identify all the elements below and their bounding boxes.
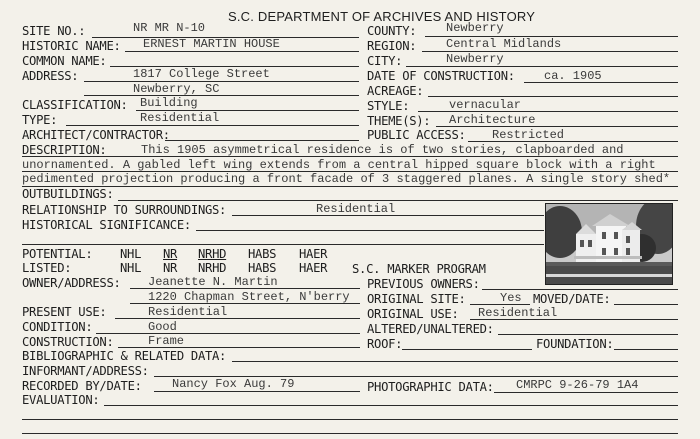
classification-label: CLASSIFICATION:: [22, 98, 128, 112]
address-label: ADDRESS:: [22, 69, 79, 83]
county-label: COUNTY:: [367, 24, 417, 38]
condition-label: CONDITION:: [22, 320, 93, 334]
construction-label: CONSTRUCTION:: [22, 335, 114, 349]
architect-label: ARCHITECT/CONTRACTOR:: [22, 128, 170, 142]
owner-rule1: [130, 288, 360, 289]
original-site-label: ORIGINAL SITE:: [367, 292, 466, 306]
architect-line: [165, 140, 359, 141]
listed-habs: HABS: [248, 261, 277, 275]
present-use-label: PRESENT USE:: [22, 305, 107, 319]
style-label: STYLE:: [367, 99, 410, 113]
address-line2: Newberry, SC: [133, 82, 220, 96]
date-line: [524, 82, 678, 83]
foundation-label: FOUNDATION:: [536, 337, 614, 351]
outbuildings-line: [118, 200, 678, 201]
present-use-value: Residential: [148, 305, 228, 319]
marker-program-label: S.C. MARKER PROGRAM: [352, 262, 486, 276]
style-line: [418, 111, 678, 112]
historic-name-label: HISTORIC NAME:: [22, 39, 121, 53]
potential-habs: HABS: [248, 247, 277, 261]
historic-name-line: [125, 51, 359, 52]
county-value: Newberry: [446, 21, 504, 35]
city-label: CITY:: [367, 54, 403, 68]
acreage-line: [428, 96, 678, 97]
owner-line1: Jeanette N. Martin: [148, 275, 278, 289]
roof-label: ROOF:: [367, 337, 403, 351]
construction-value: Frame: [148, 334, 185, 348]
site-no-label: SITE NO.:: [22, 24, 86, 38]
house-photo-image: [546, 204, 672, 284]
date-label: DATE OF CONSTRUCTION:: [367, 69, 515, 83]
city-line: [406, 66, 678, 67]
house-photo: [545, 203, 673, 285]
address-line2-rule: [84, 95, 359, 96]
recorded-line: [154, 391, 360, 392]
themes-value: Architecture: [449, 113, 536, 127]
altered-line: [498, 334, 678, 335]
altered-label: ALTERED/UNALTERED:: [367, 322, 494, 336]
moved-label: MOVED/DATE:: [533, 292, 611, 306]
potential-haer: HAER: [299, 247, 328, 261]
type-line: [66, 125, 359, 126]
potential-label: POTENTIAL:: [22, 247, 93, 261]
style-value: vernacular: [449, 98, 522, 112]
themes-label: THEME(S):: [367, 114, 431, 128]
address-line1: 1817 College Street: [133, 67, 270, 81]
bibliographic-label: BIBLIOGRAPHIC & RELATED DATA:: [22, 349, 227, 363]
recorded-label: RECORDED BY/DATE:: [22, 379, 142, 393]
photographic-label: PHOTOGRAPHIC DATA:: [367, 380, 494, 394]
owner-line2: 1220 Chapman Street, N'berry: [148, 290, 350, 304]
description-rule3: [22, 186, 678, 187]
common-name-label: COMMON NAME:: [22, 54, 107, 68]
construction-line: [118, 347, 360, 348]
listed-haer: HAER: [299, 261, 328, 275]
photographic-value: CMRPC 9-26-79 1A4: [516, 378, 639, 392]
evaluation-line3: [22, 433, 678, 434]
photographic-line: [494, 392, 678, 393]
access-label: PUBLIC ACCESS:: [367, 128, 466, 142]
owner-label: OWNER/ADDRESS:: [22, 276, 121, 290]
significance-line2: [22, 244, 544, 245]
potential-nhl: NHL: [120, 247, 142, 261]
outbuildings-label: OUTBUILDINGS:: [22, 187, 114, 201]
relationship-line: [232, 215, 544, 216]
description-label: DESCRIPTION:: [22, 143, 107, 157]
description-line1: This 1905 asymmetrical residence is of two stories, clapboarded and: [141, 143, 624, 157]
original-use-label: ORIGINAL USE:: [367, 307, 459, 321]
access-line: [468, 141, 678, 142]
informant-label: INFORMANT/ADDRESS:: [22, 364, 149, 378]
significance-line: [196, 230, 544, 231]
listed-nhl: NHL: [120, 261, 142, 275]
previous-owners-line: [482, 289, 678, 290]
recorded-value: Nancy Fox Aug. 79: [172, 377, 295, 391]
original-site-value: Yes: [500, 291, 522, 305]
historic-name-value: ERNEST MARTIN HOUSE: [143, 37, 280, 51]
present-use-line: [115, 318, 360, 319]
type-label: TYPE:: [22, 113, 58, 127]
agency-header: S.C. DEPARTMENT OF ARCHIVES AND HISTORY: [228, 9, 536, 24]
city-value: Newberry: [446, 52, 504, 66]
previous-owners-label: PREVIOUS OWNERS:: [367, 277, 480, 291]
themes-line: [436, 126, 678, 127]
address-line-rule: [84, 81, 359, 82]
description-line2: unornamented. A gabled left wing extends from a central hipped square block with a right: [22, 158, 656, 172]
significance-label: HISTORICAL SIGNIFICANCE:: [22, 218, 191, 232]
evaluation-label: EVALUATION:: [22, 393, 100, 407]
bibliographic-line: [232, 361, 678, 362]
evaluation-line2: [22, 419, 678, 420]
site-no-value: NR MR N-10: [133, 21, 206, 35]
original-site-line: [470, 304, 530, 305]
condition-value: Good: [148, 320, 177, 334]
description-rule1: [22, 156, 678, 157]
access-value: Restricted: [492, 128, 565, 142]
listed-label: LISTED:: [22, 261, 72, 275]
classification-value: Building: [140, 96, 198, 110]
potential-nrhd: NRHD: [198, 247, 227, 261]
date-value: ca. 1905: [544, 69, 602, 83]
region-value: Central Midlands: [446, 37, 562, 51]
condition-line: [96, 333, 360, 334]
listed-nrhd: NRHD: [198, 261, 227, 275]
original-use-value: Residential: [478, 306, 558, 320]
foundation-line: [614, 349, 678, 350]
region-label: REGION:: [367, 39, 417, 53]
acreage-label: ACREAGE:: [367, 84, 424, 98]
description-line3: pedimented projection producing a front facade of 3 staggered planes. A single story shed*: [22, 172, 671, 186]
evaluation-line: [104, 405, 678, 406]
relationship-label: RELATIONSHIP TO SURROUNDINGS:: [22, 203, 227, 217]
original-use-line: [470, 319, 678, 320]
owner-rule2: [130, 303, 360, 304]
moved-line: [614, 304, 678, 305]
type-value: Residential: [140, 111, 220, 125]
roof-line: [402, 349, 532, 350]
potential-nr: NR: [163, 247, 178, 261]
relationship-value: Residential: [316, 202, 396, 216]
listed-nr: NR: [163, 261, 178, 275]
